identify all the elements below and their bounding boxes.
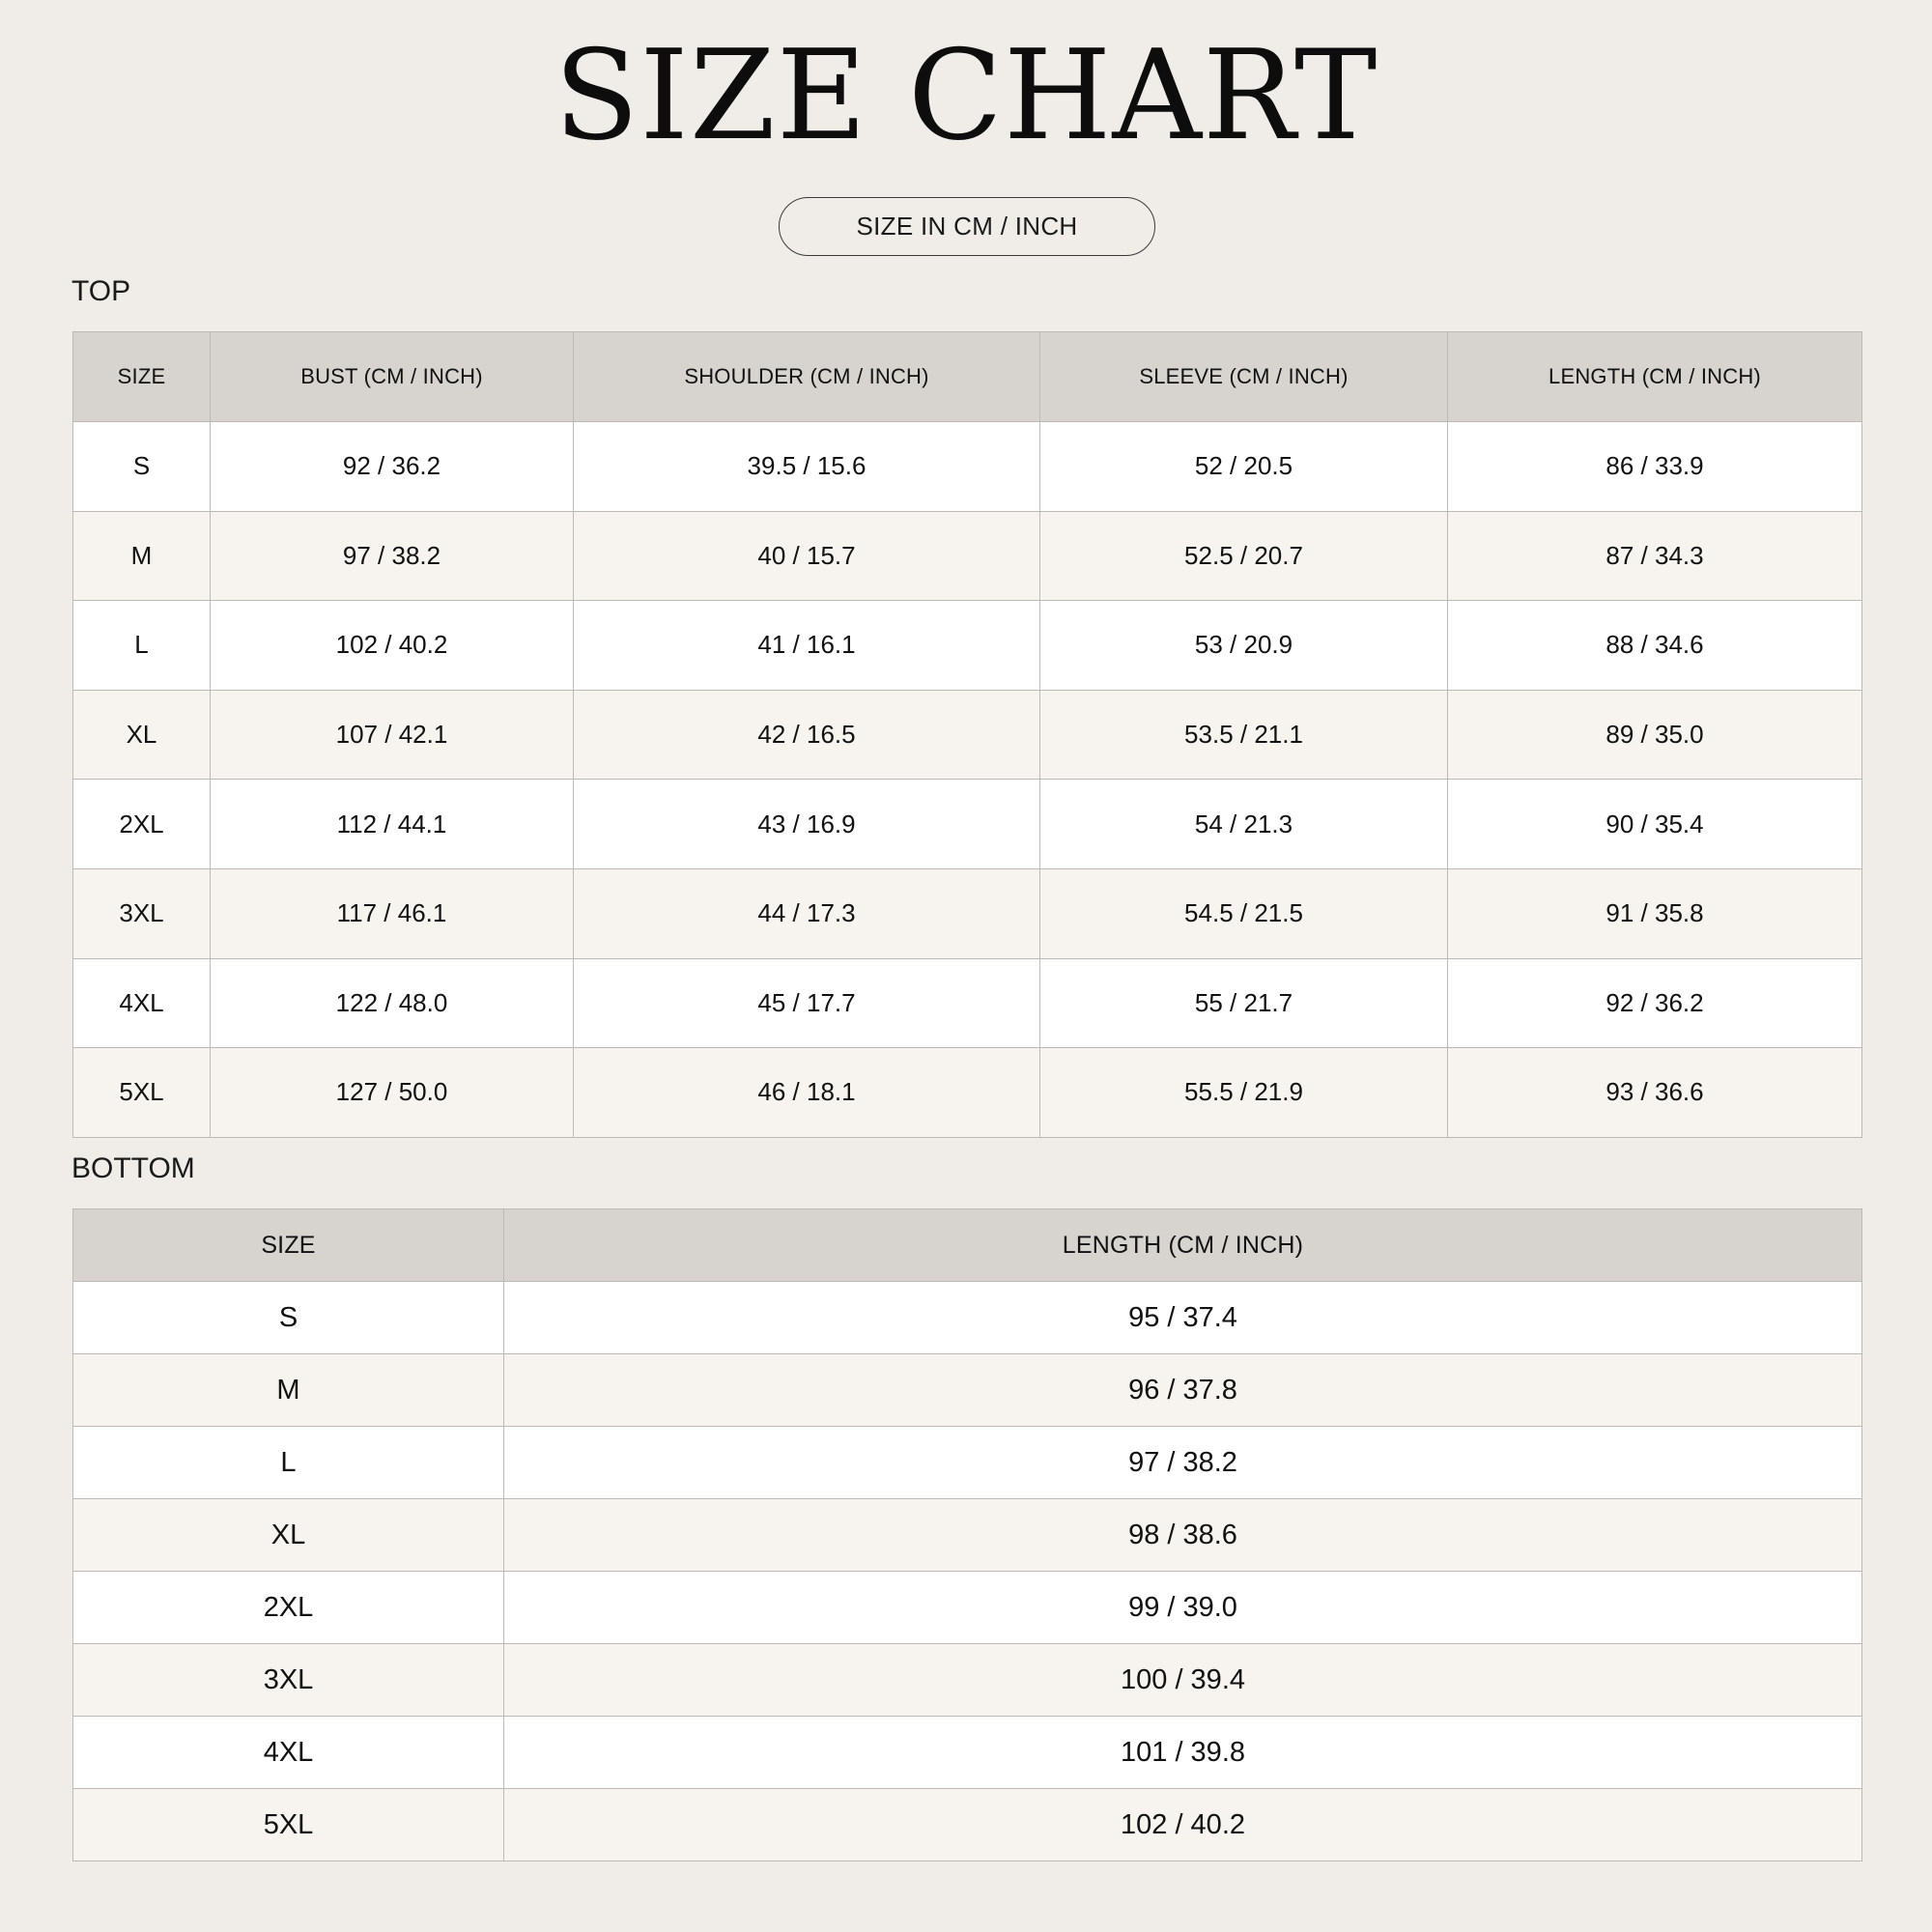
table-row — [73, 601, 1862, 691]
length-cell: 88 / 34.6 — [1448, 601, 1862, 691]
length-cell: 98 / 38.6 — [504, 1499, 1862, 1572]
size-cell: XL — [73, 690, 211, 780]
length-cell: 102 / 40.2 — [504, 1789, 1862, 1861]
header-shoulder: SHOULDER (CM / INCH) — [574, 332, 1040, 422]
size-cell: L — [73, 601, 211, 691]
top-size-table — [72, 331, 1862, 1138]
sleeve-cell: 54 / 21.3 — [1040, 780, 1448, 869]
size-cell: M — [73, 511, 211, 601]
sleeve-cell: 52 / 20.5 — [1040, 422, 1448, 512]
length-cell: 101 / 39.8 — [504, 1717, 1862, 1789]
header-bust: BUST (CM / INCH) — [211, 332, 574, 422]
bust-cell: 127 / 50.0 — [211, 1048, 574, 1138]
length-cell: 99 / 39.0 — [504, 1572, 1862, 1644]
unit-badge: SIZE IN CM / INCH — [779, 197, 1155, 256]
size-cell: 5XL — [73, 1048, 211, 1138]
size-cell: 3XL — [73, 1644, 504, 1717]
length-cell: 97 / 38.2 — [504, 1427, 1862, 1499]
table-row — [73, 1354, 1862, 1427]
bust-cell: 102 / 40.2 — [211, 601, 574, 691]
header-length: LENGTH (CM / INCH) — [1448, 332, 1862, 422]
table-row — [73, 1572, 1862, 1644]
size-cell: XL — [73, 1499, 504, 1572]
table-row — [73, 1717, 1862, 1789]
header-size: SIZE — [73, 1209, 504, 1282]
sleeve-cell: 54.5 / 21.5 — [1040, 868, 1448, 958]
size-cell: 5XL — [73, 1789, 504, 1861]
bust-cell: 107 / 42.1 — [211, 690, 574, 780]
table-row — [73, 1427, 1862, 1499]
length-cell: 91 / 35.8 — [1448, 868, 1862, 958]
length-cell: 87 / 34.3 — [1448, 511, 1862, 601]
sleeve-cell: 53 / 20.9 — [1040, 601, 1448, 691]
table-row — [73, 1644, 1862, 1717]
bottom-section-label: BOTTOM — [71, 1152, 195, 1184]
table-row — [73, 1499, 1862, 1572]
table-row — [73, 1048, 1862, 1138]
size-cell: 4XL — [73, 1717, 504, 1789]
size-cell: 4XL — [73, 958, 211, 1048]
bust-cell: 112 / 44.1 — [211, 780, 574, 869]
length-cell: 89 / 35.0 — [1448, 690, 1862, 780]
bust-cell: 122 / 48.0 — [211, 958, 574, 1048]
table-row — [73, 511, 1862, 601]
shoulder-cell: 45 / 17.7 — [574, 958, 1040, 1048]
length-cell: 96 / 37.8 — [504, 1354, 1862, 1427]
size-cell: M — [73, 1354, 504, 1427]
shoulder-cell: 44 / 17.3 — [574, 868, 1040, 958]
shoulder-cell: 46 / 18.1 — [574, 1048, 1040, 1138]
table-row — [73, 1789, 1862, 1861]
bust-cell: 117 / 46.1 — [211, 868, 574, 958]
header-length: LENGTH (CM / INCH) — [504, 1209, 1862, 1282]
table-header-row — [73, 1209, 1862, 1282]
table-row — [73, 868, 1862, 958]
length-cell: 90 / 35.4 — [1448, 780, 1862, 869]
header-sleeve: SLEEVE (CM / INCH) — [1040, 332, 1448, 422]
bottom-size-table — [72, 1208, 1862, 1861]
header-size: SIZE — [73, 332, 211, 422]
size-cell: S — [73, 422, 211, 512]
size-cell: 3XL — [73, 868, 211, 958]
shoulder-cell: 43 / 16.9 — [574, 780, 1040, 869]
size-cell: S — [73, 1282, 504, 1354]
shoulder-cell: 41 / 16.1 — [574, 601, 1040, 691]
size-cell: L — [73, 1427, 504, 1499]
sleeve-cell: 55.5 / 21.9 — [1040, 1048, 1448, 1138]
size-cell: 2XL — [73, 780, 211, 869]
page-title: SIZE CHART — [554, 24, 1378, 168]
length-cell: 92 / 36.2 — [1448, 958, 1862, 1048]
length-cell: 95 / 37.4 — [504, 1282, 1862, 1354]
bust-cell: 92 / 36.2 — [211, 422, 574, 512]
bust-cell: 97 / 38.2 — [211, 511, 574, 601]
shoulder-cell: 40 / 15.7 — [574, 511, 1040, 601]
table-header-row — [73, 332, 1862, 422]
sleeve-cell: 55 / 21.7 — [1040, 958, 1448, 1048]
table-row — [73, 690, 1862, 780]
sleeve-cell: 53.5 / 21.1 — [1040, 690, 1448, 780]
size-cell: 2XL — [73, 1572, 504, 1644]
shoulder-cell: 42 / 16.5 — [574, 690, 1040, 780]
table-row — [73, 422, 1862, 512]
top-section-label: TOP — [71, 275, 131, 307]
length-cell: 86 / 33.9 — [1448, 422, 1862, 512]
table-row — [73, 958, 1862, 1048]
sleeve-cell: 52.5 / 20.7 — [1040, 511, 1448, 601]
table-row — [73, 1282, 1862, 1354]
length-cell: 100 / 39.4 — [504, 1644, 1862, 1717]
shoulder-cell: 39.5 / 15.6 — [574, 422, 1040, 512]
length-cell: 93 / 36.6 — [1448, 1048, 1862, 1138]
table-row — [73, 780, 1862, 869]
